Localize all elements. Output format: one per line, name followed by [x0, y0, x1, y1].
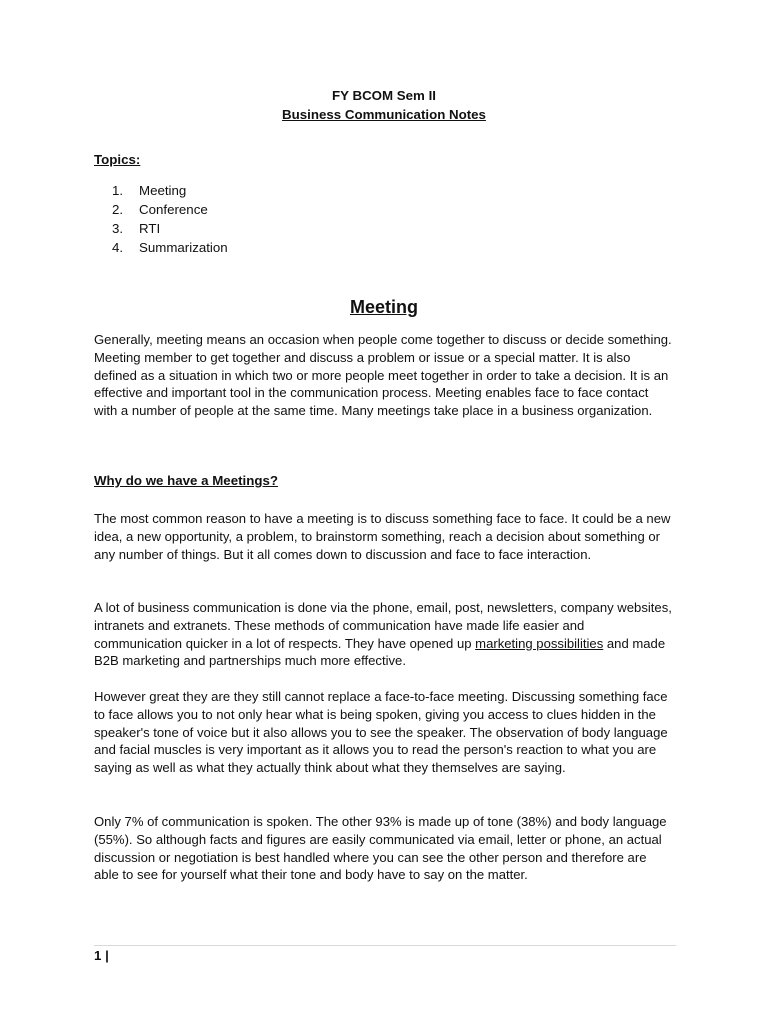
topic-item	[112, 181, 228, 200]
footer-divider	[94, 945, 676, 946]
paragraph-2-text-after: and made B2B marketing and partnerships much more effective.	[94, 635, 666, 669]
notes-title: Business Communication Notes	[282, 107, 486, 122]
section-heading: Meeting	[349, 297, 418, 317]
topics-list	[112, 181, 228, 257]
topic-number: 2.	[112, 202, 124, 217]
paragraph-2	[94, 599, 674, 670]
marketing-possibilities-link[interactable]: marketing possibilities	[475, 635, 604, 651]
document-header	[0, 86, 768, 124]
topics-label: Topics:	[94, 152, 141, 167]
topic-item	[112, 219, 228, 238]
topic-label: Meeting	[139, 183, 187, 198]
paragraph-3: However great they are they still cannot replace a face-to-face meeting. Discussing something face to face allows you to not only hear what is being spoken, giving you access to clues hidden in the speaker's tone of voice but it also allows you to see the speaker. The observation of body language and facial muscles is very important as it allows you to read the person's reaction to what you are saying as well as what they actually think about what they themselves are saying.	[94, 689, 668, 776]
topic-label: Summarization	[139, 240, 228, 255]
paragraph-4: Only 7% of communication is spoken. The other 93% is made up of tone (38%) and body language (55%). So although facts and figures are easily communicated via email, letter or phone, an actual discussion or negotiation is best handled where you can see the other person and therefore are able to see for yourself what their tone and body have to say on the matter.	[94, 814, 667, 883]
topic-number: 3.	[112, 221, 124, 236]
topic-label: RTI	[139, 221, 161, 236]
topic-label: Conference	[139, 202, 208, 217]
paragraph-1: The most common reason to have a meeting is to discuss something face to face. It could be a new idea, a new opportunity, a problem, to brainstorm something, reach a decision about something or any number of things. But it all comes down to discussion and face to face interaction.	[94, 511, 671, 562]
paragraph-2-text-before: A lot of business communication is done via the phone, email, post, newsletters, company websites, intranets and extranets. These methods of communication have made life easier and communication quicker in a lot of respects. They have opened up	[94, 600, 672, 651]
topic-item	[112, 200, 228, 219]
intro-paragraph: Generally, meeting means an occasion when people come together to discuss or decide something. Meeting member to get together and discuss a problem or issue or a special matter. It is also defined as a situation in which two or more people meet together in order to take a decision. It is an effective and important tool in the communication process. Meeting enables face to face contact with a number of people at the same time. Many meetings take place in a business organization.	[94, 332, 672, 419]
course-title: FY BCOM Sem II	[332, 88, 436, 103]
page-number: 1 |	[94, 948, 109, 963]
topic-number: 1.	[112, 183, 124, 198]
topic-item	[112, 238, 228, 257]
topic-number: 4.	[112, 240, 124, 255]
why-heading: Why do we have a Meetings?	[94, 473, 278, 488]
